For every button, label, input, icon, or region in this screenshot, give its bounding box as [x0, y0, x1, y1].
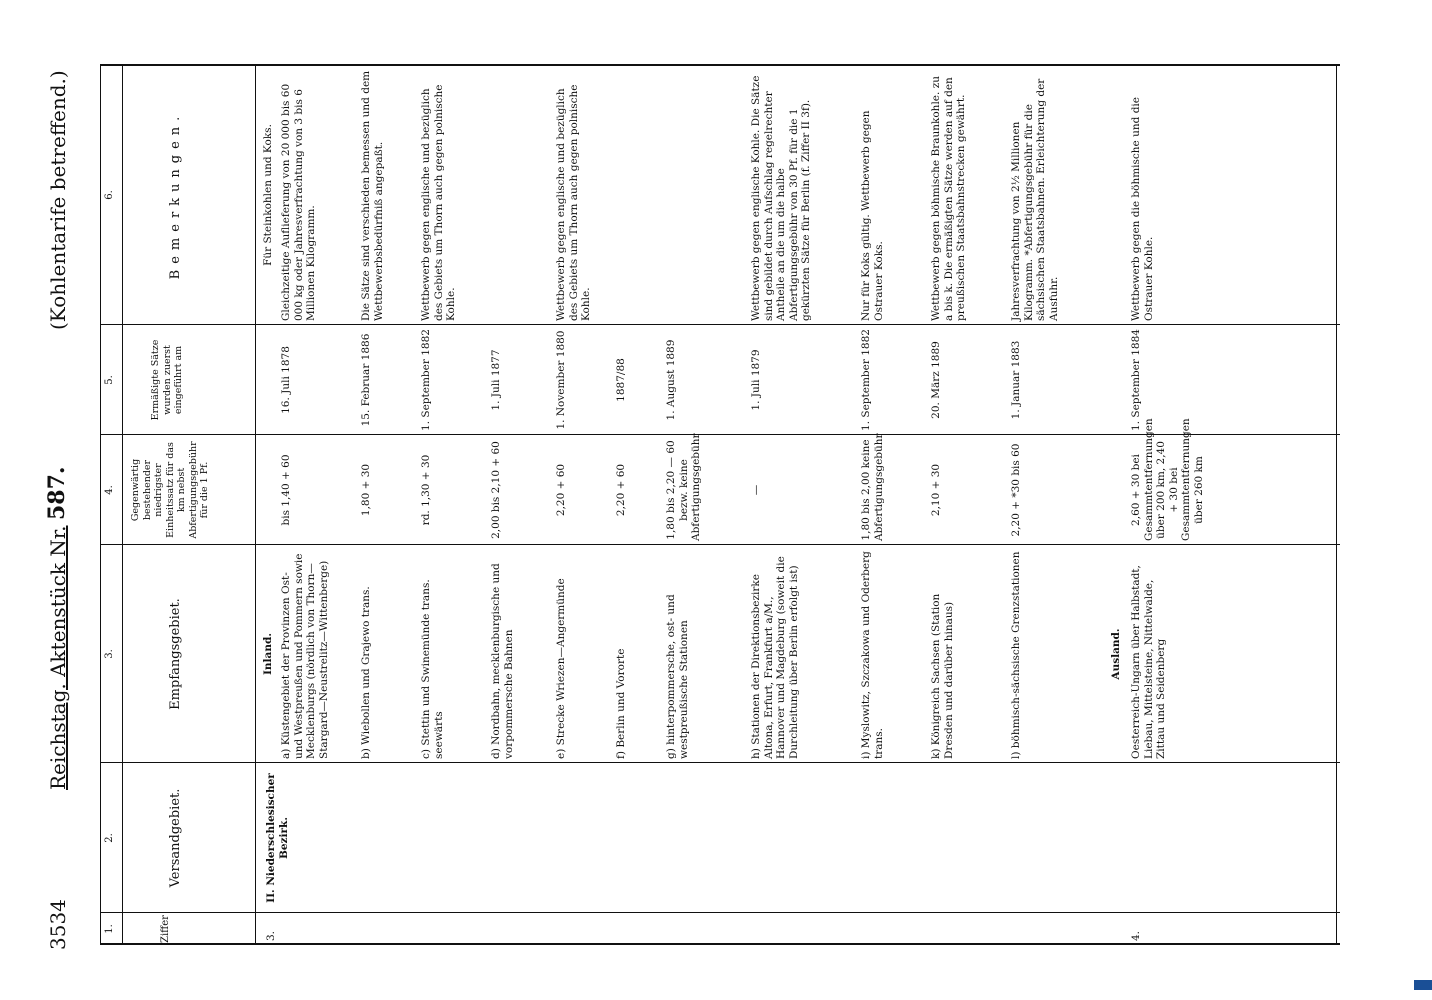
row-label: l) böhmisch-sächsische Grenzstationen — [1010, 551, 1022, 759]
row-remark: Wettbewerb gegen englische Kohle. Die Sätze sind gebildet durch Aufschlag regelrechter Antheile an die um die halbe Abfertigungsgebühr von 30 Pf. für die 1 gekürzten Sätze für Berlin (f. Ziffer II 3f). — [750, 75, 812, 321]
row-remark: Gleichzeitige Auflieferung von 20 000 bis 60 000 kg oder Jahresverfrachtung von 3 bis 6 Millionen Kilogramm. — [280, 83, 317, 321]
page-header — [40, 20, 80, 980]
row-rate: 2,20 + 60 — [615, 463, 627, 517]
column-rule-5 — [100, 324, 1340, 325]
col-number-4: 4. — [104, 485, 115, 495]
row-remark: Wettbewerb gegen englische und bezüglich des Gebiets um Thorn auch gegen polnische Kohle. — [420, 84, 457, 321]
col-header-versandgebiet: Versandgebiet. — [168, 788, 183, 888]
row-date: 1. September 1882 — [860, 329, 872, 431]
row-rate: 2,20 + *30 bis 60 — [1010, 443, 1022, 537]
row-date: 1. Juli 1879 — [750, 349, 762, 411]
header-bottom-rule — [255, 65, 256, 945]
col-number-2: 2. — [104, 833, 115, 843]
row-label: g) hinterpommersche, ost- und westpreußische Stationen — [665, 594, 690, 759]
ziffer-4: 4. — [1130, 930, 1142, 941]
col-header-einheitssatz: Gegenwärtig bestehender niedrigster Einheitssatz für das km nebst Abfertigungsgebühr für die 1 Pf. — [130, 441, 210, 539]
row-rate: — — [750, 484, 762, 496]
tariff-table — [100, 65, 1340, 945]
row-label: b) Wiebollen und Grajewo trans. — [360, 586, 372, 759]
col-header-ziffer: Ziffer — [160, 915, 171, 943]
row-date: 20. März 1889 — [930, 341, 942, 419]
table-top-rule — [100, 65, 101, 945]
col-number-5: 5. — [104, 375, 115, 385]
col-header-eingefuehrt: Ermäßigte Sätze wurden zuerst eingeführt am — [150, 339, 184, 421]
row-label: k) Königreich Sachsen (Station Dresden und darüber hinaus) — [930, 593, 955, 759]
col-header-bemerkungen: Bemerkungen. — [168, 110, 183, 280]
table-rule-left — [100, 943, 1340, 945]
row-remark: Wettbewerb gegen die böhmische und die Ostrauer Kohle. — [1130, 97, 1155, 321]
row-rate: 1,80 bis 2,20 — 60 bezw. keine Abfertigungsgebühr — [665, 433, 702, 541]
row-date: 1. Januar 1883 — [1010, 340, 1022, 420]
header-title-right: (Kohlentarife betreffend.) — [46, 70, 70, 330]
row-rate: rd. 1,30 + 30 — [420, 454, 432, 526]
remark-heading: Für Steinkohlen und Koks. — [262, 124, 274, 266]
district-label: II. Niederschlesischer Bezirk. — [265, 773, 290, 903]
row-remark: Die Sätze sind verschieden bemessen und dem Wettbewerbsbedürfniß angepaßt. — [360, 70, 385, 321]
row-remark: Nur für Koks gültig. Wettbewerb gegen Ostrauer Koks. — [860, 110, 885, 321]
page-number: 3534 — [46, 899, 70, 950]
dfg-logo — [1414, 980, 1432, 990]
row-label: d) Nordbahn, mecklenburgische und vorpommersche Bahnen — [490, 563, 515, 759]
row-rate: 2,20 + 60 — [555, 463, 567, 517]
col-number-1: 1. — [104, 924, 115, 934]
row-remark: Wettbewerb gegen englische und bezüglich des Gebiets um Thorn auch gegen polnische Kohle. — [555, 84, 592, 321]
row-date: 1. September 1884 — [1130, 329, 1142, 431]
row-date: 1. August 1889 — [665, 339, 677, 421]
row-label: e) Strecke Wriezen—Angermünde — [555, 578, 567, 759]
column-rule-3 — [100, 544, 1340, 545]
row-date: 1. November 1880 — [555, 330, 567, 430]
row-date: 16. Juli 1878 — [280, 346, 292, 414]
row-rate: 2,10 + 30 — [930, 463, 942, 517]
col-number-6: 6. — [104, 190, 115, 200]
header-title-left: Reichstag. Aktenstück Nr. — [46, 525, 70, 790]
dfg-watermark — [1418, 10, 1432, 990]
row-rate: 1,80 bis 2,00 keine Abfertigungsgebühr — [860, 433, 885, 541]
row-label: i) Myslowitz, Szczakowa und Oderberg trans. — [860, 551, 885, 759]
row-label: c) Stettin und Swinemünde trans. seewärts — [420, 579, 445, 759]
row-rate: 2,00 bis 2,10 + 60 — [490, 441, 502, 539]
row-rate: bis 1,40 + 60 — [280, 454, 292, 526]
row-label: h) Stationen der Direktionsbezirke Altona, Erfurt, Frankfurt a/M., Hannover und Magdeburg (soweit die Durchleitung über Berlin erfolgt ist) — [750, 556, 800, 759]
ziffer-3: 3. — [265, 930, 277, 941]
column-rule-2 — [100, 762, 1340, 763]
row-label: f) Berlin und Vororte — [615, 648, 627, 759]
row-label: Oesterreich-Ungarn über Halbstadt, Liebau, Mittelsteine, Nittelwalde, Zittau und Seidenberg — [1130, 565, 1167, 759]
row-date: 1. September 1882 — [420, 329, 432, 431]
ausland-label: Ausland. — [1110, 628, 1122, 680]
row-remark: Jahresverfrachtung von 2½ Millionen Kilogramm. *Abfertigungsgebühr für die sächsischen Staatsbahnen. Erleichterung der Ausfuhr. — [1010, 78, 1060, 321]
row-date: 1887/88 — [615, 358, 627, 402]
number-row-rule — [122, 65, 123, 945]
col-header-empfangsgebiet: Empfangsgebiet. — [168, 598, 183, 710]
row-date: 15. Februar 1886 — [360, 333, 372, 427]
document-number: 587. — [44, 466, 70, 520]
table-rule-right — [100, 64, 1340, 66]
table-bottom-rule — [1336, 65, 1337, 945]
row-date: 1. Juli 1877 — [490, 349, 502, 411]
row-rate: 1,80 + 30 — [360, 463, 372, 517]
col-number-3: 3. — [104, 649, 115, 659]
row-remark: Wettbewerb gegen böhmische Braunkohle. zu a bis k. Die ermäßigten Sätze werden auf den preußischen Staatsbahnstrecken gewährt. — [930, 76, 967, 321]
row-label: a) Küstengebiet der Provinzen Ost- und Westpreußen und Pommern sowie Mecklenburgs (nördlich von Thorn—Stargard—Neustrelitz—Wittenberge) — [280, 553, 330, 759]
row-rate: 2,60 + 30 bei Gesammtentfernungen über 200 km, 2,40 + 30 bei Gesammtentfernungen über 260 km — [1130, 418, 1205, 541]
inland-label: Inland. — [262, 633, 274, 675]
column-rule-1 — [100, 912, 1340, 913]
